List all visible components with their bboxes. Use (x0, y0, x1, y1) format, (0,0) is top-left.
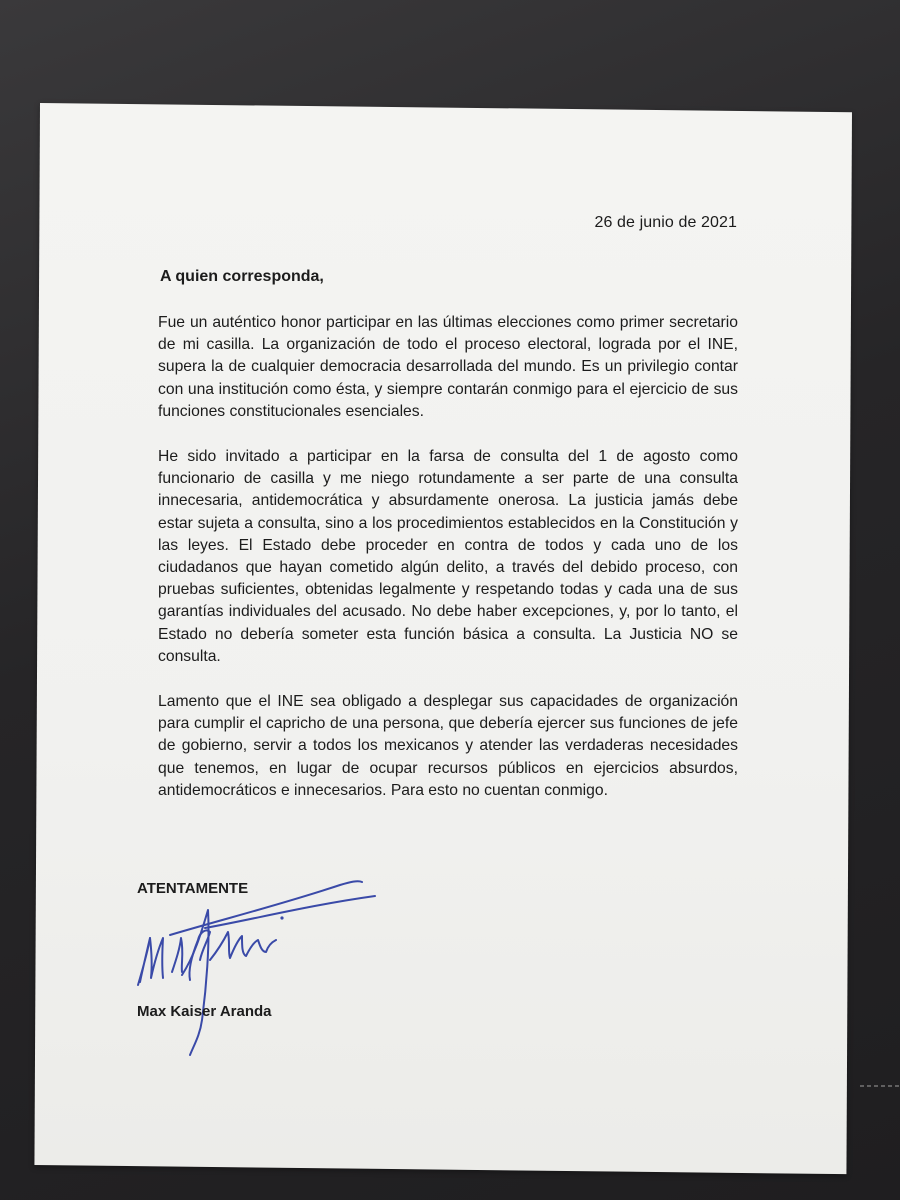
letter-closing: ATENTAMENTE (137, 880, 249, 897)
letter-paragraph-1: Fue un auténtico honor participar en las últimas elecciones como primer secretario de mi casilla. La organización de todo el proceso electoral, lograda por el INE, supera la de cualquier democracia desarrollada del mundo. Es un privilegio contar con una institución como ésta, y siempre contarán conmigo para el ejercicio de sus funciones constitucionales esenciales. (158, 314, 738, 420)
letter-paragraph-3: Lamento que el INE sea obligado a desplegar sus capacidades de organización para cumplir el capricho de una persona, que debería ejercer sus funciones de jefe de gobierno, servir a todos los mexicanos y atender las verdaderas necesidades que tenemos, en lugar de ocupar recursos públicos en ejercicios absurdos, antidemocráticos e innecesarios. Para esto no cuentan conmigo. (158, 693, 738, 799)
handwritten-signature (110, 860, 390, 1070)
letter-salutation: A quien corresponda, (160, 268, 324, 285)
letter-paragraph-2: He sido invitado a participar en la farsa de consulta del 1 de agosto como funcionario de casilla y me niego rotundamente a ser parte de una consulta innecesaria, antidemocrática y absurdamente onerosa. La justicia jamás debe estar sujeta a consulta, sino a los procedimientos establecidos en la Constitución y las leyes. El Estado debe proceder en contra de todos y cada uno de los ciudadanos que hayan cometido algún delito, a través del debido proceso, con pruebas suficientes, obtenidas legalmente y respetando todas y cada una de sus garantías individuales del acusado. No debe haber excepciones, y, por lo tanto, el Estado no debería someter esta función básica a consulta. La Justicia NO se consulta. (158, 448, 738, 665)
signer-name: Max Kaiser Aranda (137, 1003, 272, 1020)
letter-date: 26 de junio de 2021 (594, 214, 737, 231)
